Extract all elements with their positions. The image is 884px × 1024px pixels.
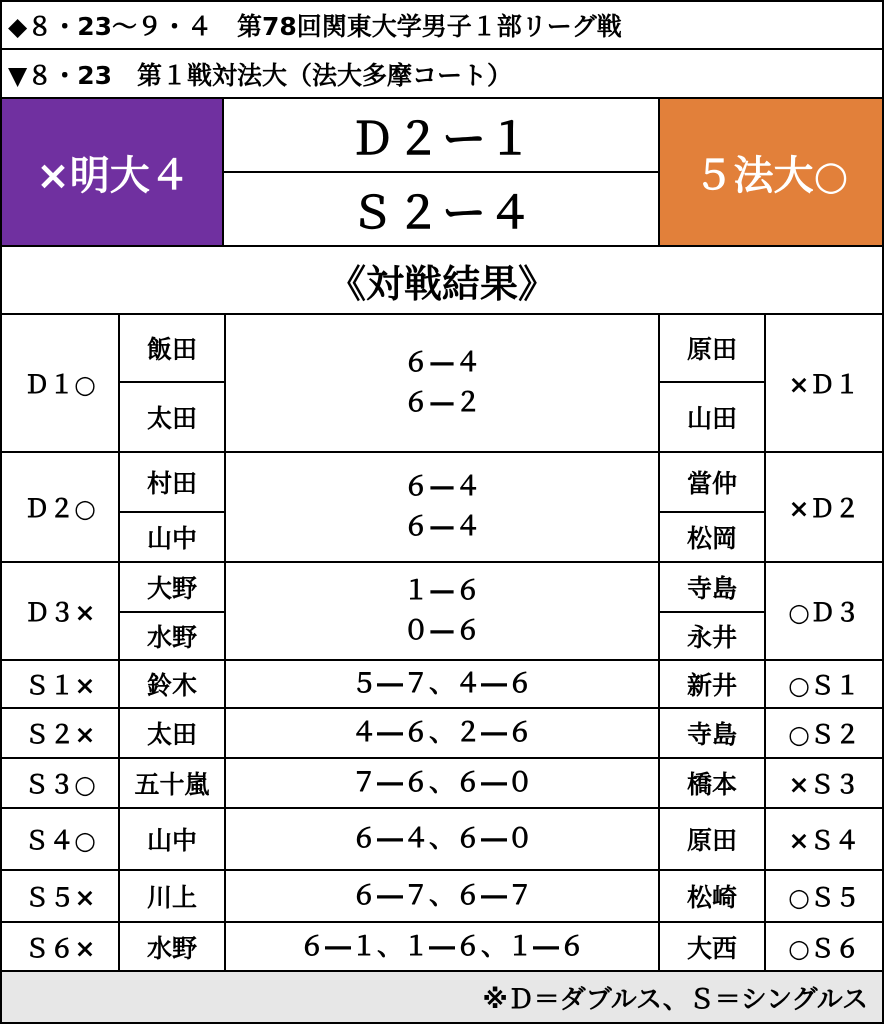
divider <box>0 807 884 809</box>
divider <box>0 48 884 50</box>
team-left-label: ×明大４ <box>2 99 224 245</box>
singles-result: ５―７、４―６ <box>350 669 533 699</box>
singles-summary: Ｓ２ー４ <box>350 188 534 239</box>
divider <box>118 381 226 383</box>
divider <box>224 171 660 173</box>
right-player: 大西 <box>686 933 737 963</box>
divider <box>658 381 766 383</box>
singles-result: ７―６、６―０ <box>350 768 533 798</box>
set-score: ６—４ <box>402 512 481 542</box>
singles-result: ６―４、６―０ <box>350 824 533 854</box>
left-player: 水野 <box>146 623 197 652</box>
singles-result: ６―１、１―６、１―６ <box>298 931 585 962</box>
divider <box>0 757 884 759</box>
left-player: 山中 <box>146 826 197 855</box>
right-tag: ×Ｄ２ <box>788 494 860 523</box>
left-tag: Ｓ１× <box>24 671 96 700</box>
right-tag: ○Ｓ２ <box>788 720 860 749</box>
divider <box>118 511 226 513</box>
right-player: 寺島 <box>686 720 737 749</box>
left-player: 山中 <box>146 524 197 553</box>
set-score: １—６ <box>402 576 481 606</box>
right-player: 山田 <box>686 404 737 433</box>
right-player: 新井 <box>686 671 737 700</box>
match-subtitle: ▼８・23 第１戦対法大（法大多摩コート） <box>8 61 513 90</box>
divider <box>0 707 884 709</box>
event-title: ◆８・23〜９・４ 第78回関東大学男子１部リーグ戦 <box>8 12 622 41</box>
right-tag: ○Ｓ６ <box>788 933 860 963</box>
divider <box>658 511 766 513</box>
left-tag: Ｄ１○ <box>24 370 96 399</box>
right-player: 寺島 <box>686 574 737 603</box>
left-player: 五十嵐 <box>134 770 210 799</box>
right-tag: ○Ｄ３ <box>788 598 860 627</box>
left-tag: Ｓ２× <box>24 720 96 749</box>
divider <box>764 313 766 972</box>
right-player: 松崎 <box>686 883 737 912</box>
divider <box>658 611 766 613</box>
right-player: 原田 <box>686 335 737 364</box>
set-score: ０—６ <box>402 616 481 646</box>
right-player: 永井 <box>686 623 737 652</box>
right-player: 橋本 <box>686 770 737 799</box>
divider <box>0 659 884 661</box>
divider <box>118 313 120 972</box>
divider <box>224 313 226 972</box>
right-player: 原田 <box>686 826 737 855</box>
divider <box>0 869 884 871</box>
left-tag: Ｄ２○ <box>24 494 96 523</box>
section-title: 《対戦結果》 <box>327 261 556 306</box>
set-score: ６—４ <box>402 472 481 502</box>
divider <box>658 313 660 972</box>
left-player: 水野 <box>146 933 197 963</box>
divider <box>0 970 884 972</box>
set-score: ６—４ <box>402 348 481 378</box>
left-player: 大野 <box>146 574 197 603</box>
right-tag: ×Ｄ１ <box>788 370 860 399</box>
left-player: 太田 <box>146 404 197 433</box>
team-right-label: ５法大○ <box>660 99 882 245</box>
set-score: ６—２ <box>402 388 481 418</box>
left-player: 飯田 <box>146 335 197 364</box>
divider <box>222 97 224 247</box>
left-tag: Ｓ３○ <box>24 770 96 799</box>
left-tag: Ｄ３× <box>24 598 96 627</box>
divider <box>118 611 226 613</box>
divider <box>0 921 884 923</box>
left-tag: Ｓ５× <box>24 883 96 912</box>
divider <box>0 245 884 247</box>
divider <box>0 313 884 315</box>
right-player: 當仲 <box>686 469 737 498</box>
divider <box>658 97 660 247</box>
left-tag: Ｓ４○ <box>24 826 96 855</box>
divider <box>0 561 884 563</box>
left-player: 村田 <box>146 469 197 498</box>
right-tag: ×Ｓ４ <box>788 826 860 855</box>
doubles-summary: Ｄ２ー１ <box>350 114 534 165</box>
singles-result: ４―６、２―６ <box>350 718 533 748</box>
right-player: 松岡 <box>686 524 737 553</box>
singles-result: ６―７、６―７ <box>350 881 533 911</box>
right-tag: ○Ｓ５ <box>788 883 860 912</box>
left-player: 太田 <box>146 720 197 749</box>
left-tag: Ｓ６× <box>24 933 96 963</box>
footnote: ※Ｄ＝ダブルス、Ｓ＝シングルス <box>2 972 882 1022</box>
left-player: 鈴木 <box>146 671 197 700</box>
left-player: 川上 <box>146 883 197 912</box>
divider <box>0 97 884 99</box>
right-tag: ○Ｓ１ <box>788 671 860 700</box>
divider <box>0 451 884 453</box>
right-tag: ×Ｓ３ <box>788 770 860 799</box>
